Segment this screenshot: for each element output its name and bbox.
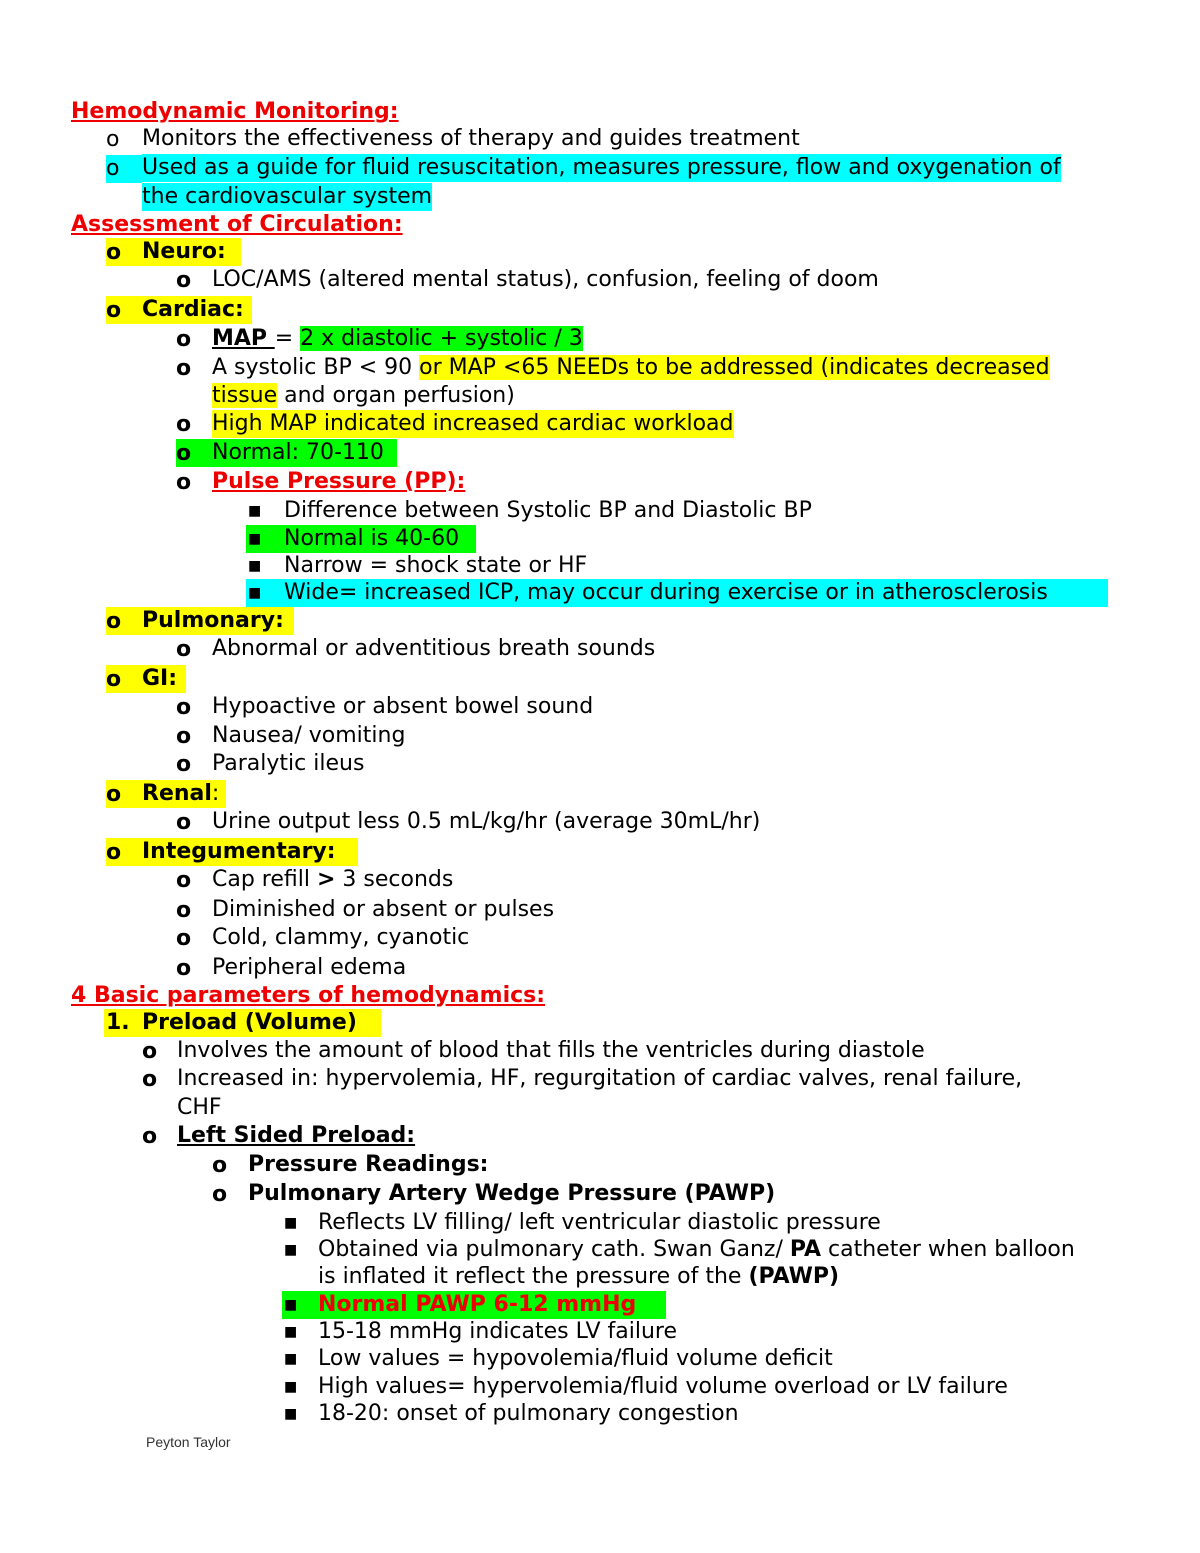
list-item: Pressure Readings: bbox=[248, 1152, 489, 1177]
renal-label: Renal bbox=[142, 781, 212, 806]
map-equals: = bbox=[274, 326, 301, 351]
bullet-square-icon: ■ bbox=[284, 1406, 298, 1422]
cap-refill-seconds: 3 seconds bbox=[335, 867, 454, 892]
category-neuro: Neuro: bbox=[142, 239, 226, 264]
bullet-square-icon: ■ bbox=[284, 1351, 298, 1367]
list-item bbox=[212, 354, 1050, 382]
heading-hemodynamic-monitoring: Hemodynamic Monitoring: bbox=[71, 99, 399, 124]
list-item: Peripheral edema bbox=[212, 955, 407, 980]
list-item: Monitors the effectiveness of therapy and guides treatment bbox=[142, 126, 800, 151]
inflated-text: is inflated it reflect the pressure of the bbox=[318, 1264, 749, 1289]
cap-refill-text: Cap refill bbox=[212, 867, 317, 892]
footer-author: Peyton Taylor bbox=[146, 1434, 231, 1450]
obtained-text-2: catheter when balloon bbox=[821, 1237, 1075, 1262]
list-item: Reflects LV filling/ left ventricular diastolic pressure bbox=[318, 1210, 881, 1235]
bullet-square-icon: ■ bbox=[284, 1215, 298, 1231]
subheading-left-sided-preload: Left Sided Preload: bbox=[177, 1123, 416, 1148]
bullet-circle-icon: o bbox=[176, 810, 192, 835]
map-formula: 2 x diastolic + systolic / 3 bbox=[300, 326, 583, 351]
list-item: High values= hypervolemia/fluid volume overload or LV failure bbox=[318, 1374, 1008, 1399]
bullet-circle-icon: o bbox=[176, 470, 192, 495]
list-item: 15-18 mmHg indicates LV failure bbox=[318, 1319, 677, 1344]
list-item: Increased in: hypervolemia, HF, regurgitation of cardiac valves, renal failure, bbox=[177, 1066, 1023, 1091]
list-item-continued: the cardiovascular system bbox=[142, 184, 433, 209]
list-item: Narrow = shock state or HF bbox=[284, 553, 588, 578]
category-renal bbox=[142, 780, 219, 808]
bullet-circle-icon: o bbox=[142, 1067, 158, 1092]
bullet-circle-icon: o bbox=[106, 127, 120, 152]
list-item: Pulmonary Artery Wedge Pressure (PAWP) bbox=[248, 1181, 776, 1206]
bullet-circle-icon: o bbox=[106, 240, 122, 265]
list-item: Normal is 40-60 bbox=[284, 526, 460, 551]
list-number: 1. bbox=[106, 1010, 130, 1035]
bullet-square-icon: ■ bbox=[248, 558, 262, 574]
obtained-text: Obtained via pulmonary cath. Swan Ganz/ bbox=[318, 1237, 790, 1262]
list-item: Normal: 70-110 bbox=[212, 440, 384, 465]
tissue-text: tissue bbox=[212, 383, 278, 408]
heading-4-basic-parameters: 4 Basic parameters of hemodynamics: bbox=[71, 983, 546, 1008]
list-item: Difference between Systolic BP and Diastolic BP bbox=[284, 498, 812, 523]
map-label: MAP bbox=[212, 326, 275, 351]
category-pulmonary: Pulmonary: bbox=[142, 608, 284, 633]
bullet-circle-icon: o bbox=[176, 356, 192, 381]
list-item: Wide= increased ICP, may occur during exercise or in atherosclerosis bbox=[284, 580, 1048, 605]
bullet-square-icon: ■ bbox=[248, 503, 262, 519]
bullet-square-icon: ■ bbox=[284, 1324, 298, 1340]
pa-abbrev: PA bbox=[789, 1237, 822, 1262]
greater-than-symbol: > bbox=[316, 867, 336, 892]
map-formula-line bbox=[212, 325, 583, 353]
list-item: Used as a guide for fluid resuscitation, measures pressure, flow and oxygenation of bbox=[142, 155, 1061, 180]
bullet-circle-icon: o bbox=[176, 724, 192, 749]
list-item: Hypoactive or absent bowel sound bbox=[212, 694, 594, 719]
list-item: LOC/AMS (altered mental status), confusion, feeling of doom bbox=[212, 267, 879, 292]
map-threshold-text: or MAP <65 NEEDs to be addressed (indicates decreased bbox=[419, 355, 1050, 380]
organ-perfusion-text: and organ perfusion) bbox=[277, 383, 515, 408]
bullet-circle-icon: o bbox=[176, 926, 192, 951]
bullet-circle-icon: o bbox=[176, 898, 192, 923]
list-item-continued bbox=[212, 382, 515, 410]
bullet-circle-icon: o bbox=[176, 441, 192, 466]
heading-assessment-of-circulation: Assessment of Circulation: bbox=[71, 212, 403, 237]
bullet-square-icon: ■ bbox=[284, 1297, 298, 1313]
bullet-circle-icon: o bbox=[176, 637, 192, 662]
list-item: Diminished or absent or pulses bbox=[212, 897, 555, 922]
list-item-continued bbox=[318, 1263, 839, 1291]
list-item: Normal PAWP 6-12 mmHg bbox=[318, 1292, 637, 1317]
bullet-square-icon: ■ bbox=[248, 531, 262, 547]
list-item: Low values = hypovolemia/fluid volume deficit bbox=[318, 1346, 833, 1371]
category-gi: GI: bbox=[142, 666, 178, 691]
bullet-circle-icon: o bbox=[212, 1182, 228, 1207]
bullet-circle-icon: o bbox=[106, 667, 122, 692]
list-item: Paralytic ileus bbox=[212, 751, 365, 776]
bullet-circle-icon: o bbox=[142, 1039, 158, 1064]
bullet-circle-icon: o bbox=[212, 1153, 228, 1178]
bullet-circle-icon: o bbox=[106, 609, 122, 634]
bullet-circle-icon: o bbox=[142, 1124, 158, 1149]
bullet-circle-icon: o bbox=[176, 956, 192, 981]
pawp-abbrev: (PAWP) bbox=[748, 1264, 840, 1289]
list-item: Cold, clammy, cyanotic bbox=[212, 925, 470, 950]
list-item: Abnormal or adventitious breath sounds bbox=[212, 636, 656, 661]
subheading-preload: Preload (Volume) bbox=[142, 1010, 357, 1035]
bullet-square-icon: ■ bbox=[248, 585, 262, 601]
bullet-square-icon: ■ bbox=[284, 1242, 298, 1258]
bullet-circle-icon: o bbox=[106, 782, 122, 807]
category-cardiac: Cardiac: bbox=[142, 297, 244, 322]
bullet-square-icon: ■ bbox=[284, 1379, 298, 1395]
list-item: 18-20: onset of pulmonary congestion bbox=[318, 1401, 739, 1426]
list-item: Urine output less 0.5 mL/kg/hr (average 30mL/hr) bbox=[212, 809, 761, 834]
bullet-circle-icon: o bbox=[176, 327, 192, 352]
systolic-bp-text: A systolic BP < 90 bbox=[212, 355, 420, 380]
list-item bbox=[212, 866, 453, 894]
list-item: Involves the amount of blood that fills the ventricles during diastole bbox=[177, 1038, 925, 1063]
list-item-continued: CHF bbox=[177, 1095, 222, 1120]
bullet-circle-icon: o bbox=[106, 298, 122, 323]
bullet-circle-icon: o bbox=[176, 695, 192, 720]
bullet-circle-icon: o bbox=[106, 155, 142, 183]
renal-colon: : bbox=[211, 781, 220, 806]
bullet-circle-icon: o bbox=[176, 268, 192, 293]
list-item: High MAP indicated increased cardiac workload bbox=[212, 411, 734, 436]
bullet-circle-icon: o bbox=[106, 840, 122, 865]
category-integumentary: Integumentary: bbox=[142, 839, 336, 864]
bullet-circle-icon: o bbox=[176, 752, 192, 777]
list-item bbox=[318, 1236, 1075, 1264]
bullet-circle-icon: o bbox=[176, 412, 192, 437]
subheading-pulse-pressure: Pulse Pressure (PP): bbox=[212, 469, 466, 494]
bullet-circle-icon: o bbox=[176, 868, 192, 893]
list-item: Nausea/ vomiting bbox=[212, 723, 406, 748]
